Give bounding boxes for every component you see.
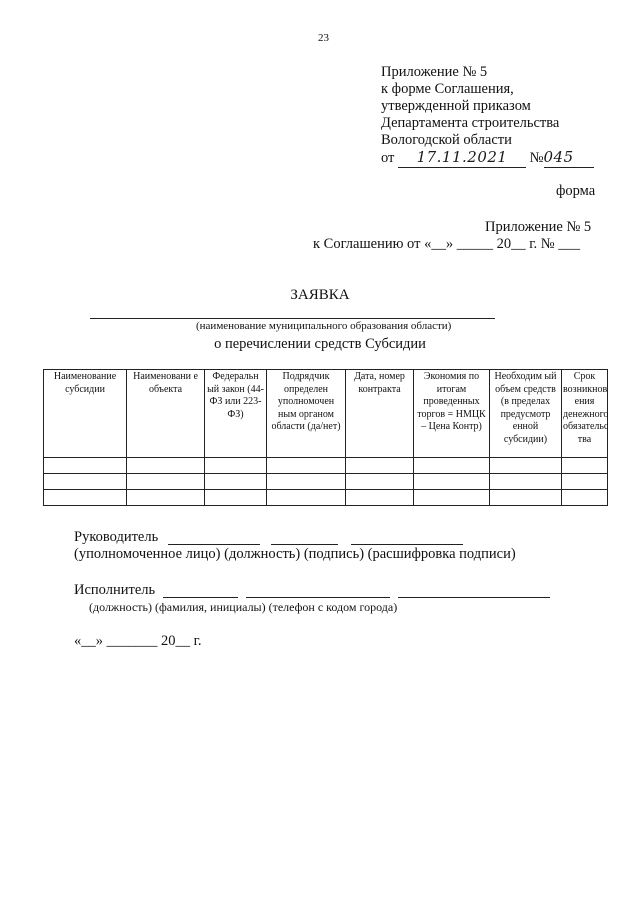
header-savings: Экономия по итогам проведенных торгов = НМЦК – Цена Контр)	[414, 370, 490, 458]
number-field	[544, 149, 594, 168]
table-cell	[127, 458, 205, 474]
table-cell	[44, 474, 127, 490]
number-value: 045	[543, 148, 574, 166]
head-caption: (уполномоченное лицо) (должность) (подпись) (расшифровка подписи)	[74, 546, 516, 562]
table-cell	[44, 490, 127, 506]
table-cell	[490, 474, 562, 490]
head-name-line	[351, 544, 463, 545]
header-federal-law: Федеральн ый закон (44-ФЗ или 223-ФЗ)	[205, 370, 267, 458]
date-prefix: от	[381, 150, 395, 166]
appendix-line: утвержденной приказом	[381, 98, 531, 114]
appendix-line: к форме Соглашения,	[381, 81, 514, 97]
header-required-funds: Необходим ый объем средств (в пределах предусмотр енной субсидии)	[490, 370, 562, 458]
header-contract-date: Дата, номер контракта	[346, 370, 414, 458]
agreement-appendix-line1: Приложение № 5	[485, 219, 592, 235]
executor-label: Исполнитель	[74, 582, 156, 598]
table-header-row	[44, 370, 608, 458]
document-subtitle: о перечислении средств Субсидии	[214, 336, 426, 352]
head-signature-line	[271, 544, 338, 545]
table-row	[44, 458, 608, 474]
table-cell	[414, 458, 490, 474]
header-subsidy-name: Наименование субсидии	[44, 370, 127, 458]
executor-position-line	[163, 597, 238, 598]
municipality-caption: (наименование муниципального образования области)	[196, 320, 452, 332]
executor-phone-line	[398, 597, 550, 598]
table-cell	[346, 490, 414, 506]
table-cell	[205, 458, 267, 474]
date-value: 17.11.2021	[416, 148, 508, 166]
appendix-line: Департамента строительства	[381, 115, 560, 131]
document-title: ЗАЯВКА	[290, 287, 350, 303]
municipality-line	[90, 318, 495, 319]
table-cell	[44, 458, 127, 474]
table-cell	[267, 458, 346, 474]
date-field	[398, 149, 526, 168]
table-cell	[490, 458, 562, 474]
table-cell	[346, 458, 414, 474]
table-cell	[562, 490, 608, 506]
form-label: форма	[556, 183, 596, 199]
header-object-name: Наименовани е объекта	[127, 370, 205, 458]
executor-caption: (должность) (фамилия, инициалы) (телефон с кодом города)	[89, 600, 398, 614]
table-row	[44, 474, 608, 490]
table-cell	[414, 474, 490, 490]
table-cell	[205, 490, 267, 506]
table-cell	[562, 458, 608, 474]
appendix-line: Вологодской области	[381, 132, 512, 148]
date-line: «__» _______ 20__ г.	[74, 633, 202, 649]
table-row	[44, 490, 608, 506]
table-cell	[267, 490, 346, 506]
appendix-date-line	[381, 149, 594, 168]
table-cell	[414, 490, 490, 506]
appendix-line: Приложение № 5	[381, 64, 488, 80]
table-cell	[205, 474, 267, 490]
table-cell	[127, 490, 205, 506]
table-cell	[127, 474, 205, 490]
header-contractor: Подрядчик определен уполномочен ным органом области (да/нет)	[267, 370, 346, 458]
number-label: №	[529, 150, 544, 166]
agreement-appendix-line2: к Соглашению от «__» _____ 20__ г. № ___	[313, 236, 580, 252]
table-cell	[562, 474, 608, 490]
head-position-line	[168, 544, 260, 545]
header-obligation-term: Срок возникнов ения денежного обязательс тва	[562, 370, 608, 458]
table-cell	[490, 490, 562, 506]
head-label: Руководитель	[74, 529, 159, 545]
request-table	[43, 369, 608, 506]
executor-name-line	[246, 597, 390, 598]
table-cell	[346, 474, 414, 490]
page-number: 23	[318, 32, 329, 44]
table-cell	[267, 474, 346, 490]
